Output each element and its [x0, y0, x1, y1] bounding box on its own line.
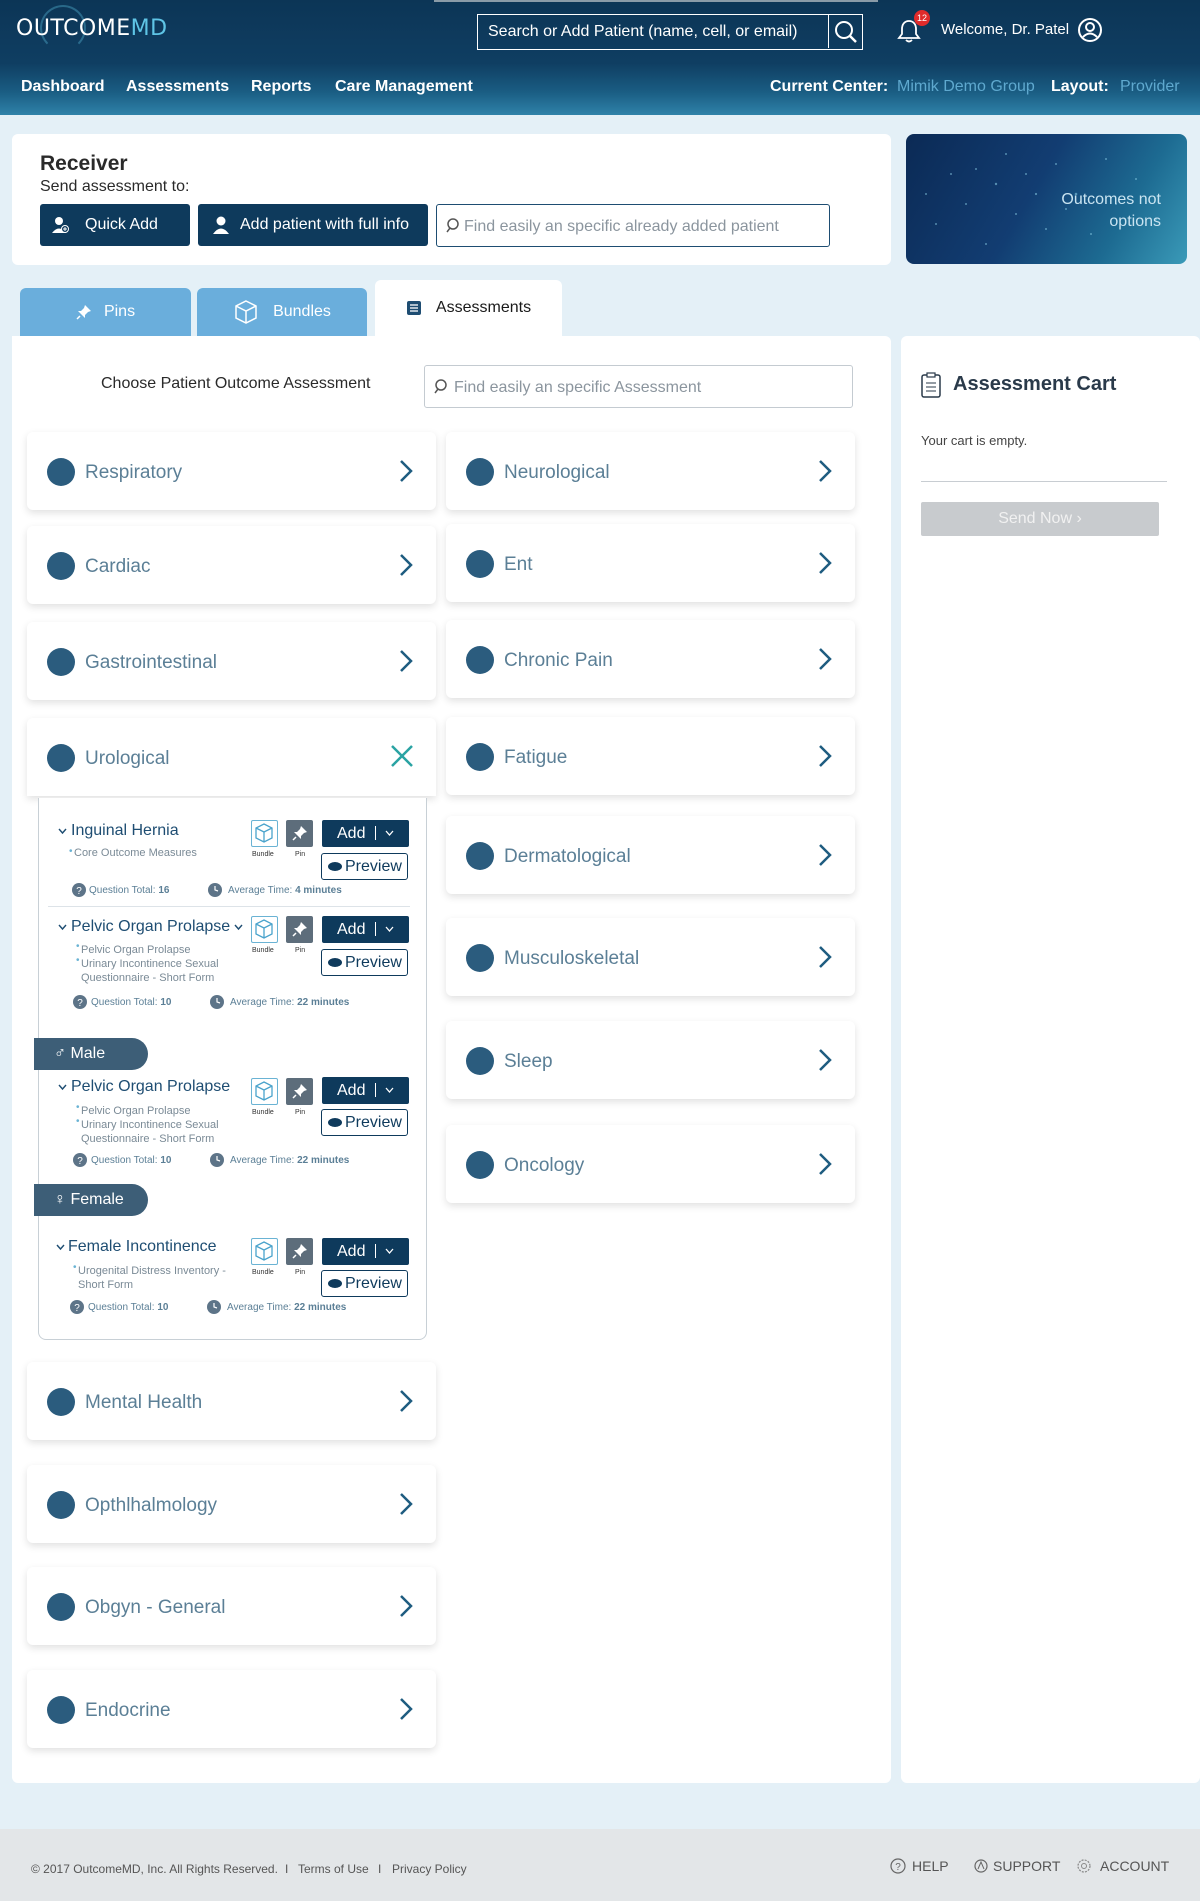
pin-icon: [286, 916, 313, 943]
average-time: [228, 885, 342, 896]
chevron-down-icon[interactable]: [56, 1244, 65, 1251]
male-symbol-icon: ♂: [54, 1045, 66, 1062]
tab-pins-label: Pins: [103, 303, 136, 320]
average-time-value: 22 minutes: [294, 1302, 347, 1313]
lungs-icon: [47, 458, 75, 486]
add-label: Add: [337, 1082, 366, 1099]
question-total-value: 10: [160, 997, 172, 1008]
average-time-label: Average Time:: [230, 1155, 295, 1166]
average-time-label: Average Time:: [228, 885, 293, 896]
category-label: Gastrointestinal: [85, 652, 218, 673]
head-outline-icon: [466, 842, 494, 870]
pin-label: Pin: [295, 1109, 306, 1116]
gear-icon: [1076, 1858, 1092, 1874]
category-label: Chronic Pain: [504, 650, 613, 671]
footer-support-link[interactable]: SUPPORT: [993, 1858, 1061, 1874]
logo-main: OUTCOME: [16, 16, 131, 41]
list-icon: [406, 300, 422, 316]
assessment-title[interactable]: Pelvic Organ Prolapse: [71, 918, 231, 935]
pin-button[interactable]: [286, 916, 313, 943]
layout-value[interactable]: Provider: [1120, 78, 1180, 95]
male-label: Male: [70, 1045, 106, 1062]
question-total-value: 16: [158, 885, 170, 896]
assessment-sub: Questionnaire - Short Form: [81, 972, 215, 984]
bundle-label: Bundle: [252, 1109, 274, 1116]
add-patient-full-info-button[interactable]: [198, 204, 428, 246]
category-label: Respiratory: [85, 462, 183, 483]
question-icon: [73, 1153, 87, 1167]
average-time-value: 22 minutes: [297, 1155, 350, 1166]
category-sleep[interactable]: [446, 1021, 855, 1099]
question-total-value: 10: [157, 1302, 169, 1313]
quick-add-user-icon: [50, 215, 70, 235]
chevron-right-icon: [398, 1389, 414, 1413]
lungs-icon: [466, 550, 494, 578]
user-icon: [212, 215, 230, 235]
category-label: Oncology: [504, 1155, 585, 1176]
bullet-dot: •: [76, 1116, 80, 1127]
search-button[interactable]: [828, 15, 862, 48]
eye-icon: [47, 1491, 75, 1519]
cart-divider: [921, 481, 1167, 482]
category-obgyn-general[interactable]: [27, 1567, 436, 1645]
preview-button[interactable]: [321, 1270, 408, 1297]
help-icon: [890, 1858, 906, 1874]
logo[interactable]: [16, 16, 168, 41]
nav-reports[interactable]: Reports: [251, 78, 312, 95]
female-section-label: [34, 1184, 148, 1216]
add-separator: [375, 922, 376, 936]
magnifier-icon: [466, 1151, 494, 1179]
clock-icon: [210, 995, 224, 1009]
category-endocrine[interactable]: [27, 1670, 436, 1748]
preview-button[interactable]: [321, 949, 408, 976]
quick-add-label: Quick Add: [85, 216, 158, 233]
eye-icon: [328, 1279, 342, 1288]
close-icon[interactable]: [390, 744, 414, 768]
pin-button[interactable]: [286, 820, 313, 847]
question-total-label: Question Total:: [89, 885, 156, 896]
cart-empty-text: Your cart is empty.: [921, 433, 1028, 448]
kidney-icon: [47, 744, 75, 772]
category-musculoskeletal[interactable]: [446, 918, 855, 996]
chevron-down-icon: [385, 830, 394, 836]
tab-bundles-label: Bundles: [273, 303, 331, 320]
current-center-label: Current Center:: [770, 78, 889, 95]
question-icon: [73, 995, 87, 1009]
bullet-dot: •: [69, 846, 73, 857]
category-neurological[interactable]: [446, 432, 855, 510]
female-symbol-icon: ♀: [54, 1191, 66, 1208]
stomach-icon: [47, 648, 75, 676]
add-patient-full-info-label: Add patient with full info: [240, 216, 409, 233]
bundle-button[interactable]: [251, 1078, 278, 1105]
clock-icon: [208, 883, 222, 897]
send-now-label: Send Now: [998, 510, 1073, 527]
average-time: [227, 1302, 346, 1313]
average-time-value: 4 minutes: [295, 885, 342, 896]
tab-assessments-label: Assessments: [435, 299, 532, 316]
item-divider: [48, 906, 410, 907]
bundle-button[interactable]: [251, 916, 278, 943]
search-icon: [434, 378, 450, 394]
assessment-title[interactable]: Female Incontinence: [68, 1238, 217, 1255]
question-icon: [72, 883, 86, 897]
promo-line-2: options: [1109, 213, 1161, 230]
receiver-subtitle: Send assessment to:: [40, 178, 190, 195]
logo-accent: MD: [130, 16, 168, 41]
pin-button[interactable]: [286, 1238, 313, 1265]
add-separator: [375, 826, 376, 840]
category-chronic-pain[interactable]: [446, 620, 855, 698]
preview-button[interactable]: [321, 1109, 408, 1136]
footer-help-link[interactable]: HELP: [912, 1858, 949, 1874]
category-oncology[interactable]: [446, 1125, 855, 1203]
svg-text:?: ?: [77, 1156, 83, 1167]
category-label: Fatigue: [504, 747, 568, 768]
chevron-right-icon: [398, 1594, 414, 1618]
chevron-right-icon: ›: [1076, 510, 1082, 527]
chevron-right-icon: [817, 551, 833, 575]
male-section-label: [34, 1038, 148, 1070]
average-time-label: Average Time:: [227, 1302, 292, 1313]
chevron-right-icon: [817, 843, 833, 867]
category-label: Obgyn - General: [85, 1597, 226, 1618]
average-time-label: Average Time:: [230, 997, 295, 1008]
chevron-right-icon: [817, 647, 833, 671]
chevron-down-icon[interactable]: [58, 828, 67, 835]
layout-label: Layout:: [1051, 78, 1109, 95]
quick-add-button[interactable]: [40, 204, 190, 246]
question-total: [91, 1155, 171, 1166]
lungs-icon: [466, 743, 494, 771]
assessment-title[interactable]: Inguinal Hernia: [71, 822, 179, 839]
category-label: Cardiac: [85, 556, 151, 577]
bundle-label: Bundle: [252, 947, 274, 954]
clock-icon: [207, 1300, 221, 1314]
box-icon: [252, 917, 276, 941]
box-icon: [233, 299, 259, 325]
box-icon: [252, 821, 276, 845]
assessment-sub: Urinary Incontinence Sexual: [81, 1119, 219, 1131]
heart-icon: [47, 552, 75, 580]
category-label: Sleep: [504, 1051, 553, 1072]
category-label: Neurological: [504, 462, 610, 483]
question-total-value: 10: [160, 1155, 172, 1166]
header-top-line: [434, 0, 878, 2]
bundle-button[interactable]: [251, 820, 278, 847]
search-icon: [829, 15, 863, 48]
support-icon: [973, 1858, 989, 1874]
assessment-sub: Urinary Incontinence Sexual: [81, 958, 219, 970]
category-respiratory[interactable]: [27, 432, 436, 510]
footer-privacy-link[interactable]: Privacy Policy: [392, 1862, 467, 1876]
chevron-down-icon: [385, 926, 394, 932]
tab-assessments[interactable]: [375, 280, 562, 336]
svg-text:?: ?: [895, 1862, 901, 1873]
svg-text:?: ?: [76, 886, 82, 897]
svg-text:?: ?: [74, 1303, 80, 1314]
clipboard-icon: [921, 372, 941, 398]
add-button[interactable]: [322, 820, 409, 847]
average-time: [230, 997, 349, 1008]
category-label: Opthlhalmology: [85, 1495, 218, 1516]
promo-text: [1061, 189, 1161, 233]
assessment-sub: Pelvic Organ Prolapse: [81, 1105, 191, 1117]
chevron-right-icon: [398, 1492, 414, 1516]
bundle-label: Bundle: [252, 1269, 274, 1276]
add-button[interactable]: [322, 916, 409, 943]
chevron-right-icon: [817, 459, 833, 483]
chevron-right-icon: [398, 649, 414, 673]
promo-banner: [906, 134, 1187, 264]
category-cardiac[interactable]: [27, 526, 436, 604]
footer-account-link[interactable]: ACCOUNT: [1100, 1858, 1170, 1874]
average-time-value: 22 minutes: [297, 997, 350, 1008]
category-label: Endocrine: [85, 1700, 171, 1721]
preview-label: Preview: [345, 954, 402, 971]
box-icon: [252, 1079, 276, 1103]
svg-text:?: ?: [77, 998, 83, 1009]
pin-icon: [286, 820, 313, 847]
chevron-down-icon[interactable]: [58, 1084, 67, 1091]
average-time: [230, 1155, 349, 1166]
nav-dashboard[interactable]: Dashboard: [21, 78, 105, 95]
nav-assessments[interactable]: Assessments: [126, 78, 230, 95]
chevron-right-icon: [817, 945, 833, 969]
footer-separator: I: [285, 1862, 289, 1876]
top-header: [0, 0, 1200, 115]
add-button[interactable]: [322, 1077, 409, 1104]
category-fatigue[interactable]: [446, 717, 855, 795]
chevron-right-icon: [398, 1697, 414, 1721]
question-total: [89, 885, 169, 896]
assessment-cart-panel: [901, 336, 1200, 1783]
bundle-label: Bundle: [252, 851, 274, 858]
category-label: Urological: [85, 748, 170, 769]
chevron-down-icon[interactable]: [234, 924, 243, 931]
patient-search-input[interactable]: [477, 14, 863, 50]
add-label: Add: [337, 1243, 366, 1260]
box-icon: [252, 1239, 276, 1263]
question-icon: [70, 1300, 84, 1314]
pin-label: Pin: [295, 1269, 306, 1276]
category-label: Ent: [504, 554, 533, 575]
bullet-dot: •: [76, 941, 80, 952]
preview-label: Preview: [345, 1114, 402, 1131]
footer-terms-link[interactable]: Terms of Use: [298, 1862, 369, 1876]
current-center-value[interactable]: Mimik Demo Group: [897, 78, 1035, 95]
assessment-cart-title: Assessment Cart: [953, 373, 1117, 395]
find-patient-input[interactable]: [436, 204, 830, 247]
pin-label: Pin: [295, 851, 306, 858]
question-total: [88, 1302, 168, 1313]
assessment-sub: Short Form: [78, 1279, 134, 1291]
pin-icon: [76, 304, 92, 320]
chevron-right-icon: [398, 459, 414, 483]
chevron-right-icon: [398, 553, 414, 577]
assessment-sub: Core Outcome Measures: [74, 847, 197, 859]
question-total-label: Question Total:: [91, 997, 158, 1008]
preview-button[interactable]: [321, 853, 408, 880]
category-label: Mental Health: [85, 1392, 203, 1413]
category-urological[interactable]: [27, 718, 436, 796]
preview-label: Preview: [345, 1275, 402, 1292]
chevron-right-icon: [817, 1152, 833, 1176]
bundle-button[interactable]: [251, 1238, 278, 1265]
chevron-down-icon[interactable]: [58, 924, 67, 931]
notification-badge: 12: [914, 10, 930, 26]
footer-separator: I: [378, 1862, 382, 1876]
bullet-dot: •: [76, 1102, 80, 1113]
footer-copyright: © 2017 OutcomeMD, Inc. All Rights Reserved.: [31, 1862, 278, 1876]
bullet-dot: •: [76, 955, 80, 966]
tab-pins[interactable]: [20, 288, 191, 336]
add-label: Add: [337, 921, 366, 938]
clock-icon: [210, 1153, 224, 1167]
question-total-label: Question Total:: [91, 1155, 158, 1166]
promo-line-1: Outcomes not: [1061, 191, 1161, 208]
welcome-text: Welcome, Dr. Patel: [941, 21, 1070, 38]
lungs-icon: [47, 1593, 75, 1621]
user-account-icon[interactable]: [1077, 17, 1103, 43]
pin-icon: [286, 1078, 313, 1105]
search-icon: [446, 217, 462, 233]
question-total-label: Question Total:: [88, 1302, 155, 1313]
add-separator: [375, 1244, 376, 1258]
send-now-button[interactable]: [921, 502, 1159, 536]
tab-bundles[interactable]: [197, 288, 367, 336]
eye-icon: [328, 958, 342, 967]
assessment-search-placeholder: Find easily an specific Assessment: [454, 379, 702, 396]
chevron-right-icon: [817, 744, 833, 768]
question-total: [91, 997, 171, 1008]
category-opthlhalmology[interactable]: [27, 1465, 436, 1543]
category-dermatological[interactable]: [446, 816, 855, 894]
find-patient-placeholder: Find easily an specific already added patient: [464, 218, 779, 235]
add-label: Add: [337, 825, 366, 842]
bullet-dot: •: [73, 1262, 77, 1273]
choose-assessment-label: Choose Patient Outcome Assessment: [101, 375, 371, 392]
preview-label: Preview: [345, 858, 402, 875]
add-separator: [375, 1083, 376, 1097]
chevron-down-icon: [385, 1087, 394, 1093]
eye-icon: [328, 862, 342, 871]
assessment-search-input[interactable]: [424, 365, 853, 408]
brain-icon: [466, 458, 494, 486]
pin-icon: [286, 1238, 313, 1265]
chevron-down-icon: [385, 1248, 394, 1254]
walking-person-icon: [466, 646, 494, 674]
pin-button[interactable]: [286, 1078, 313, 1105]
assessment-sub: Urogenital Distress Inventory -: [78, 1265, 226, 1277]
eye-icon: [328, 1118, 342, 1127]
assessment-title[interactable]: Pelvic Organ Prolapse: [71, 1078, 231, 1095]
lungs-icon: [466, 1047, 494, 1075]
add-button[interactable]: [322, 1238, 409, 1265]
pin-label: Pin: [295, 947, 306, 954]
lungs-icon: [466, 944, 494, 972]
nav-care-management[interactable]: Care Management: [335, 78, 473, 95]
receiver-title: Receiver: [40, 152, 128, 175]
category-label: Musculoskeletal: [504, 948, 640, 969]
chevron-right-icon: [817, 1048, 833, 1072]
category-mental-health[interactable]: [27, 1362, 436, 1440]
assessment-sub: Questionnaire - Short Form: [81, 1133, 215, 1145]
assessment-sub: Pelvic Organ Prolapse: [81, 944, 191, 956]
thyroid-icon: [47, 1696, 75, 1724]
head-icon: [47, 1388, 75, 1416]
category-gastrointestinal[interactable]: [27, 622, 436, 700]
category-ent[interactable]: [446, 524, 855, 602]
female-label: Female: [70, 1191, 124, 1208]
patient-search-placeholder: Search or Add Patient (name, cell, or email): [488, 23, 798, 40]
category-label: Dermatological: [504, 846, 631, 867]
